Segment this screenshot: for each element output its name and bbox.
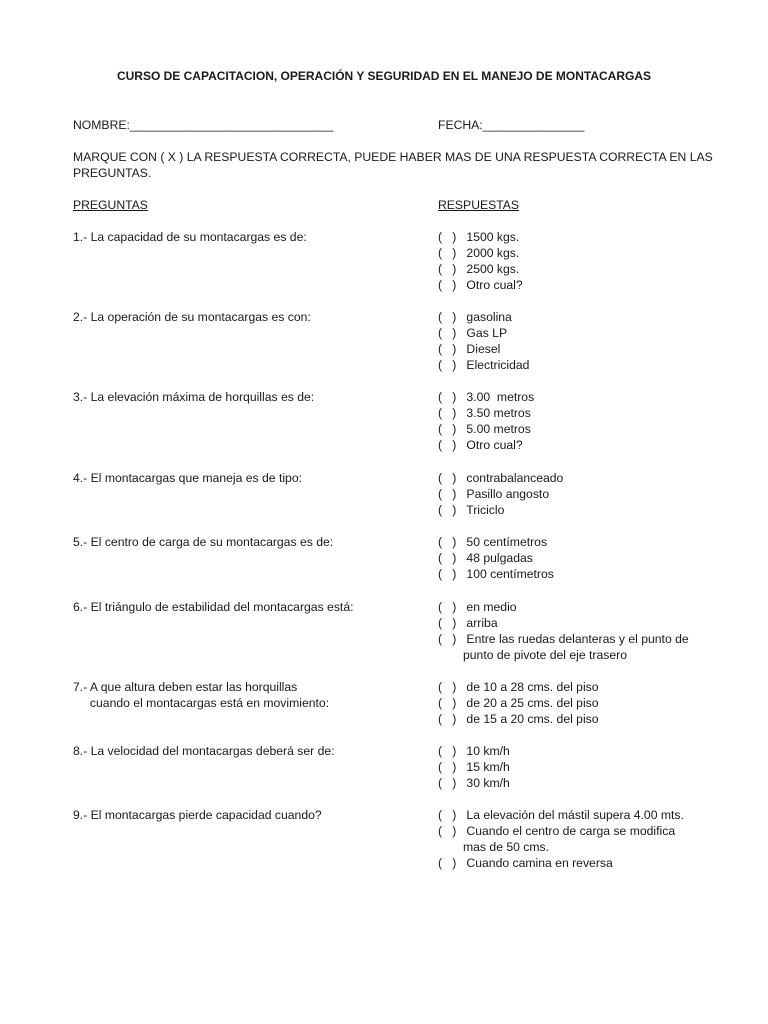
questions-heading: PREGUNTAS: [73, 198, 148, 212]
answer-option-checkbox[interactable]: ( ) gasolina: [438, 310, 512, 324]
answer-option-continuation: mas de 50 cms.: [463, 840, 550, 854]
question-text: 9.- El montacargas pierde capacidad cuando?: [73, 808, 322, 822]
answer-options-2: [438, 309, 738, 373]
answer-option-checkbox[interactable]: ( ) 30 km/h: [438, 776, 510, 790]
answer-options-1: [438, 229, 738, 293]
question-text: cuando el montacargas está en movimiento:: [73, 696, 330, 710]
answer-options-8: [438, 743, 738, 791]
answer-option-checkbox[interactable]: ( ) Gas LP: [438, 326, 508, 340]
question-5: [73, 534, 423, 550]
date-field[interactable]: FECHA:_______________: [438, 118, 585, 132]
question-6: [73, 599, 423, 615]
answer-option-checkbox[interactable]: ( ) 10 km/h: [438, 744, 510, 758]
answer-option-checkbox[interactable]: ( ) 3.50 metros: [438, 406, 531, 420]
answer-option-checkbox[interactable]: ( ) 50 centímetros: [438, 535, 548, 549]
answer-option-checkbox[interactable]: ( ) Triciclo: [438, 503, 505, 517]
answer-option-checkbox[interactable]: ( ) 100 centímetros: [438, 567, 554, 581]
question-text: 7.- A que altura deben estar las horquillas: [73, 680, 298, 694]
answer-option-checkbox[interactable]: ( ) Entre las ruedas delanteras y el punto de: [438, 632, 689, 646]
question-text: 8.- La velocidad del montacargas deberá ser de:: [73, 744, 335, 758]
answer-option-checkbox[interactable]: ( ) 1500 kgs.: [438, 230, 520, 244]
question-text: 1.- La capacidad de su montacargas es de:: [73, 230, 307, 244]
answer-option-checkbox[interactable]: ( ) Cuando el centro de carga se modifica: [438, 824, 676, 838]
answer-option-checkbox[interactable]: ( ) 15 km/h: [438, 760, 510, 774]
answer-option-checkbox[interactable]: ( ) 3.00 metros: [438, 390, 535, 404]
answer-option-checkbox[interactable]: ( ) 2000 kgs.: [438, 246, 520, 260]
document-title: CURSO DE CAPACITACION, OPERACIÓN Y SEGURIDAD EN EL MANEJO DE MONTACARGAS: [116, 69, 652, 83]
answer-option-checkbox[interactable]: ( ) arriba: [438, 616, 498, 630]
question-text: 6.- El triángulo de estabilidad del montacargas está:: [73, 600, 354, 614]
answer-options-7: [438, 679, 738, 727]
question-7: [73, 679, 423, 711]
question-8: [73, 743, 423, 759]
answer-option-checkbox[interactable]: ( ) 48 pulgadas: [438, 551, 533, 565]
answer-option-checkbox[interactable]: ( ) Otro cual?: [438, 438, 523, 452]
question-2: [73, 309, 423, 325]
answer-option-checkbox[interactable]: ( ) en medio: [438, 600, 517, 614]
answer-options-5: [438, 534, 738, 582]
question-9: [73, 807, 423, 823]
question-1: [73, 229, 423, 245]
answer-option-checkbox[interactable]: ( ) 2500 kgs.: [438, 262, 520, 276]
question-text: 4.- El montacargas que maneja es de tipo:: [73, 471, 302, 485]
answer-option-checkbox[interactable]: ( ) de 10 a 28 cms. del piso: [438, 680, 599, 694]
answer-option-checkbox[interactable]: ( ) Pasillo angosto: [438, 487, 550, 501]
answer-option-checkbox[interactable]: ( ) La elevación del mástil supera 4.00 mts.: [438, 808, 684, 822]
question-text: 3.- La elevación máxima de horquillas es de:: [73, 390, 315, 404]
answer-option-checkbox[interactable]: ( ) contrabalanceado: [438, 471, 564, 485]
instructions-text: MARQUE CON ( X ) LA RESPUESTA CORRECTA, PUEDE HABER MAS DE UNA RESPUESTA CORRECTA EN LAS PREGUNTAS.: [73, 150, 713, 180]
answer-option-checkbox[interactable]: ( ) Cuando camina en reversa: [438, 856, 613, 870]
answer-option-checkbox[interactable]: ( ) de 15 a 20 cms. del piso: [438, 712, 599, 726]
answer-options-3: [438, 389, 738, 453]
answer-option-checkbox[interactable]: ( ) 5.00 metros: [438, 422, 531, 436]
question-text: 2.- La operación de su montacargas es con:: [73, 310, 311, 324]
answer-option-checkbox[interactable]: ( ) de 20 a 25 cms. del piso: [438, 696, 599, 710]
answer-option-checkbox[interactable]: ( ) Otro cual?: [438, 278, 523, 292]
question-3: [73, 389, 423, 405]
name-field[interactable]: NOMBRE:______________________________: [73, 118, 334, 132]
question-4: [73, 470, 423, 486]
answer-options-6: [438, 599, 738, 663]
answer-options-9: [438, 807, 738, 871]
question-text: 5.- El centro de carga de su montacargas es de:: [73, 535, 334, 549]
answer-option-checkbox[interactable]: ( ) Electricidad: [438, 358, 530, 372]
answer-option-continuation: punto de pivote del eje trasero: [463, 648, 627, 662]
answer-option-checkbox[interactable]: ( ) Diesel: [438, 342, 501, 356]
answer-options-4: [438, 470, 738, 518]
answers-heading: RESPUESTAS: [438, 198, 520, 212]
